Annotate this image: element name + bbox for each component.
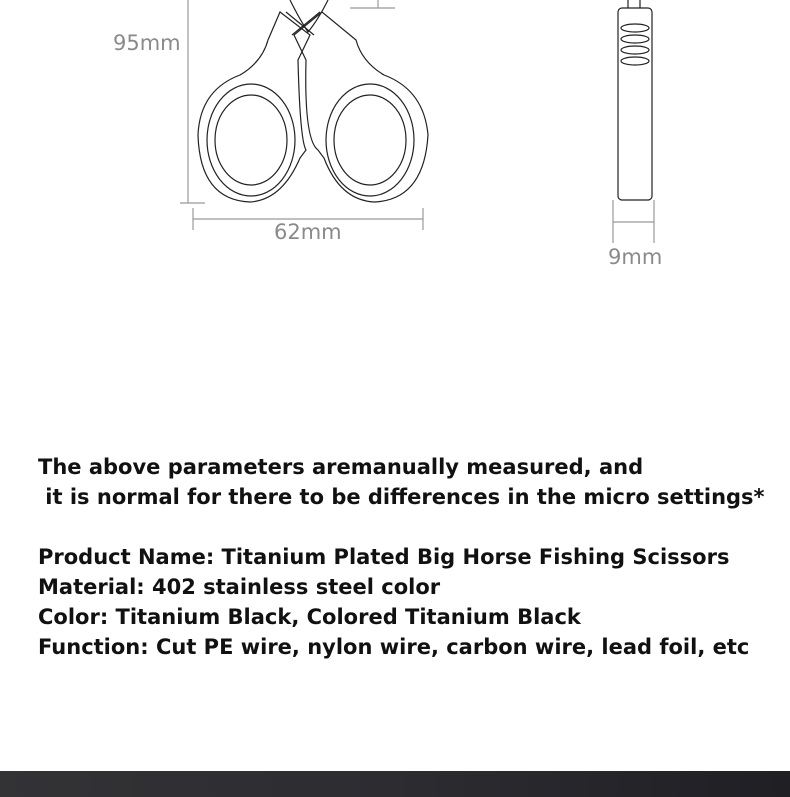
spec-material: Material: 402 stainless steel color xyxy=(38,575,441,599)
height-dimension-label: 95mm xyxy=(113,31,181,55)
scissors-side-view xyxy=(618,0,652,200)
dimension-lines xyxy=(180,0,654,243)
disclaimer-line-1: The above parameters aremanually measured, and xyxy=(38,455,644,479)
disclaimer-line-2: it is normal for there to be differences in the micro settings* xyxy=(38,485,765,509)
spec-product-name: Product Name: Titanium Plated Big Horse Fishing Scissors xyxy=(38,545,730,569)
width-dimension-label: 62mm xyxy=(274,220,342,244)
product-description xyxy=(38,452,790,662)
footer-bar xyxy=(0,771,790,797)
spec-function: Function: Cut PE wire, nylon wire, carbon wire, lead foil, etc xyxy=(38,635,750,659)
spec-color: Color: Titanium Black, Colored Titanium Black xyxy=(38,605,581,629)
scissors-front-view xyxy=(198,0,428,202)
thickness-dimension-label: 9mm xyxy=(608,245,663,269)
